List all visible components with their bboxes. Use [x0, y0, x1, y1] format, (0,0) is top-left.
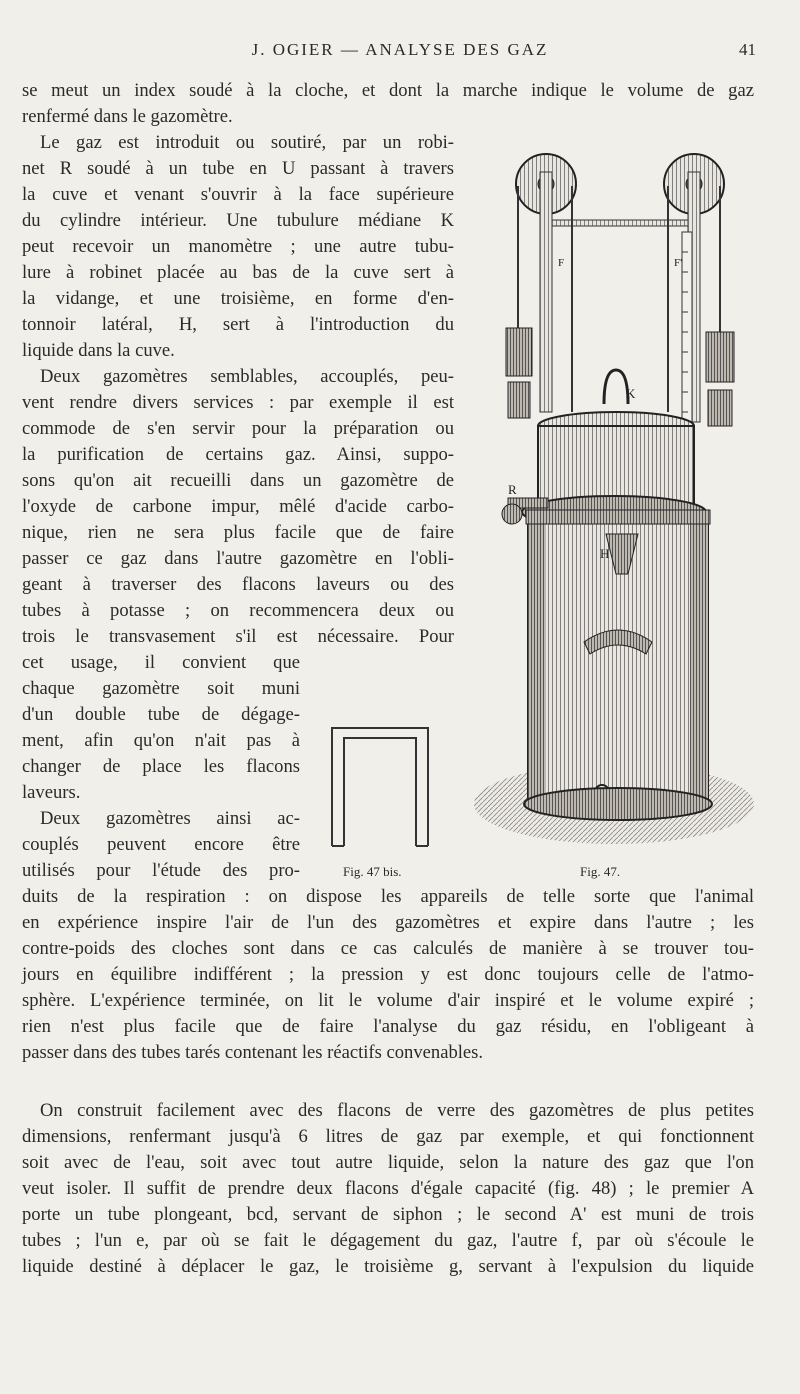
text-line: l'oxyde de carbone impur, mêlé d'acide carbo-	[22, 496, 454, 517]
text-line: se meut un index soudé à la cloche, et dont la marche indique le volume de gaz	[22, 80, 754, 101]
text-line: commode de s'en servir pour la préparation ou	[22, 418, 454, 439]
text-line: geant à traverser des flacons laveurs ou des	[22, 574, 454, 595]
running-title: J. OGIER — ANALYSE DES GAZ	[251, 40, 549, 59]
text-line: dimensions, renfermant jusqu'à 6 litres de gaz par exemple, et qui fonctionnent	[22, 1126, 754, 1147]
text-line: Le gaz est introduit ou soutiré, par un robi-	[40, 132, 454, 153]
text-line: cet usage, il convient que	[22, 652, 300, 673]
text-line: On construit facilement avec des flacons de verre des gazomètres de plus petites	[40, 1100, 754, 1121]
text-line: sons qu'on ait recueilli dans un gazomètre de	[22, 470, 454, 491]
label-f-prime: F'	[674, 257, 683, 269]
text-line: renfermé dans le gazomètre.	[22, 106, 233, 127]
text-line: liquide destiné à déplacer le gaz, le troisième g, servant à l'expulsion du liquide	[22, 1256, 754, 1277]
text-line: sphère. L'expérience terminée, on lit le volume d'air inspiré et le volume expiré ;	[22, 990, 754, 1011]
text-line: jours en équilibre indifférent ; la pression y est donc toujours celle de l'atmo-	[22, 964, 754, 985]
text-line: vent rendre divers services : par exemple il est	[22, 392, 454, 413]
text-line: porte un tube plongeant, bcd, servant de siphon ; le second A' est muni de trois	[22, 1204, 754, 1225]
fig-47bis-caption: Fig. 47 bis.	[343, 864, 402, 879]
running-header	[0, 40, 800, 68]
text-line: lure à robinet placée au bas de la cuve sert à	[22, 262, 454, 283]
text-line: liquide dans la cuve.	[22, 340, 175, 361]
text-line: du cylindre intérieur. Une tubulure médiane K	[22, 210, 454, 231]
text-line: Deux gazomètres ainsi ac-	[40, 808, 300, 829]
text-line: nique, rien ne sera plus facile que de faire	[22, 522, 454, 543]
fig-47-gasometer-illustration	[468, 142, 760, 854]
text-line: soit avec de l'eau, soit avec tout autre liquide, selon la nature des gaz que l'on	[22, 1152, 754, 1173]
text-line: duits de la respiration : on dispose les appareils de telle sorte que l'animal	[22, 886, 754, 907]
page-number: 41	[739, 40, 756, 59]
text-line: tubes à potasse ; on recommencera deux ou	[22, 600, 454, 621]
label-r: R	[508, 482, 517, 497]
text-line: la vidange, et une troisième, en forme d'en-	[22, 288, 454, 309]
text-line: laveurs.	[22, 782, 81, 803]
text-line: passer dans des tubes tarés contenant les réactifs convenables.	[22, 1042, 484, 1063]
text-line: trois le transvasement s'il est nécessaire. Pour	[22, 626, 454, 647]
label-f: F	[558, 257, 565, 269]
text-line: tonnoir latéral, H, sert à l'introduction du	[22, 314, 454, 335]
text-line: couplés peuvent encore être	[22, 834, 300, 855]
text-line: la cuve et venant s'ouvrir à la face supérieure	[22, 184, 454, 205]
text-line: changer de place les flacons	[22, 756, 300, 777]
text-line: passer ce gaz dans l'autre gazomètre en l'obli-	[22, 548, 454, 569]
text-line: veut isoler. Il suffit de prendre deux flacons d'égale capacité (fig. 48) ; le premier A	[22, 1178, 754, 1199]
text-line: d'un double tube de dégage-	[22, 704, 300, 725]
text-line: net R soudé à un tube en U passant à travers	[22, 158, 454, 179]
text-line: ment, afin qu'on n'ait pas à	[22, 730, 300, 751]
text-line: contre-poids des cloches sont dans ce cas calculés de manière à se trouver tou-	[22, 938, 754, 959]
label-k: K	[626, 386, 636, 401]
text-line: Deux gazomètres semblables, accouplés, peu-	[40, 366, 454, 387]
fig-47bis-drawing	[322, 716, 442, 856]
text-line: chaque gazomètre soit muni	[22, 678, 300, 699]
text-line: utilisés pour l'étude des pro-	[22, 860, 300, 881]
text-line: en expérience inspire l'air de l'un des gazomètres et expire dans l'autre ; les	[22, 912, 754, 933]
label-h: H	[600, 546, 610, 561]
text-line: la purification de certains gaz. Ainsi, suppo-	[22, 444, 454, 465]
text-line: tubes ; l'un e, par où se fait le dégagement du gaz, l'autre f, par où s'écoule le	[22, 1230, 754, 1251]
text-line: peut recevoir un manomètre ; une autre tubu-	[22, 236, 454, 257]
text-line: rien n'est plus facile que de faire l'analyse du gaz résidu, en l'obligeant à	[22, 1016, 754, 1037]
fig-47-caption: Fig. 47.	[580, 864, 621, 879]
